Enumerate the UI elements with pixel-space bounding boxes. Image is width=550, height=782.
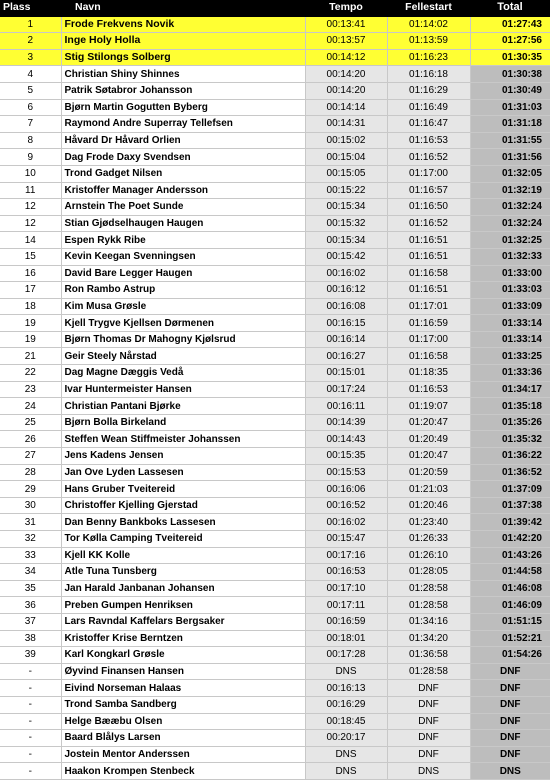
cell-plass: 36 <box>0 597 61 614</box>
cell-tempo: 00:15:04 <box>305 149 387 166</box>
table-row <box>0 597 550 614</box>
cell-navn: Dag Frode Daxy Svendsen <box>61 149 305 166</box>
cell-total: 01:42:20 <box>470 531 550 548</box>
cell-plass: - <box>0 680 61 697</box>
cell-total: 01:52:21 <box>470 630 550 647</box>
cell-plass: 18 <box>0 298 61 315</box>
table-row <box>0 398 550 415</box>
cell-fellestart: DNF <box>387 730 470 747</box>
cell-fellestart: 01:16:58 <box>387 265 470 282</box>
cell-total: DNS <box>470 763 550 780</box>
cell-fellestart: 01:26:10 <box>387 547 470 564</box>
table-row <box>0 149 550 166</box>
cell-fellestart: 01:16:29 <box>387 82 470 99</box>
cell-total: 01:27:43 <box>470 16 550 33</box>
cell-tempo: 00:15:47 <box>305 531 387 548</box>
cell-navn: Trond Samba Sandberg <box>61 696 305 713</box>
cell-navn: Jan Ove Lyden Lassesen <box>61 464 305 481</box>
cell-total: 01:35:26 <box>470 414 550 431</box>
cell-total: 01:35:32 <box>470 431 550 448</box>
cell-tempo: 00:15:22 <box>305 182 387 199</box>
table-row <box>0 82 550 99</box>
table-row <box>0 613 550 630</box>
cell-plass: 21 <box>0 348 61 365</box>
table-row <box>0 298 550 315</box>
cell-plass: - <box>0 730 61 747</box>
cell-fellestart: 01:34:20 <box>387 630 470 647</box>
cell-plass: 17 <box>0 282 61 299</box>
cell-total: 01:30:35 <box>470 49 550 66</box>
cell-plass: 12 <box>0 215 61 232</box>
cell-tempo: 00:14:39 <box>305 414 387 431</box>
cell-plass: 14 <box>0 232 61 249</box>
cell-total: 01:33:36 <box>470 365 550 382</box>
cell-navn: Helge Bææbu Olsen <box>61 713 305 730</box>
cell-plass: 26 <box>0 431 61 448</box>
cell-fellestart: 01:16:52 <box>387 215 470 232</box>
cell-navn: Arnstein The Poet Sunde <box>61 199 305 216</box>
cell-plass: 30 <box>0 497 61 514</box>
cell-plass: 16 <box>0 265 61 282</box>
cell-fellestart: 01:20:46 <box>387 497 470 514</box>
cell-tempo: 00:16:15 <box>305 315 387 332</box>
cell-plass: 34 <box>0 564 61 581</box>
cell-fellestart: 01:17:00 <box>387 331 470 348</box>
table-row <box>0 564 550 581</box>
cell-plass: 5 <box>0 82 61 99</box>
cell-fellestart: 01:16:47 <box>387 116 470 133</box>
cell-navn: Patrik Søtabror Johansson <box>61 82 305 99</box>
cell-navn: Håvard Dr Håvard Orlien <box>61 132 305 149</box>
table-row <box>0 99 550 116</box>
table-row <box>0 763 550 780</box>
cell-navn: Kristoffer Krise Berntzen <box>61 630 305 647</box>
cell-navn: Dag Magne Dæggis Vedå <box>61 365 305 382</box>
cell-tempo: 00:14:20 <box>305 82 387 99</box>
cell-total: 01:33:00 <box>470 265 550 282</box>
cell-tempo: DNS <box>305 663 387 680</box>
cell-plass: 1 <box>0 16 61 33</box>
cell-total: 01:51:15 <box>470 613 550 630</box>
cell-plass: 4 <box>0 66 61 83</box>
cell-navn: Dan Benny Bankboks Lassesen <box>61 514 305 531</box>
column-header-plass: Plass <box>0 0 61 16</box>
cell-total: 01:31:56 <box>470 149 550 166</box>
table-row <box>0 547 550 564</box>
cell-fellestart: DNF <box>387 746 470 763</box>
cell-tempo: 00:13:57 <box>305 33 387 50</box>
cell-navn: Kevin Keegan Svenningsen <box>61 248 305 265</box>
cell-fellestart: 01:28:58 <box>387 597 470 614</box>
cell-plass: 23 <box>0 381 61 398</box>
cell-tempo: 00:16:12 <box>305 282 387 299</box>
cell-fellestart: DNS <box>387 763 470 780</box>
cell-plass: 25 <box>0 414 61 431</box>
cell-navn: Kjell KK Kolle <box>61 547 305 564</box>
cell-plass: - <box>0 746 61 763</box>
table-row <box>0 580 550 597</box>
cell-navn: Kjell Trygve Kjellsen Dørmenen <box>61 315 305 332</box>
cell-plass: 7 <box>0 116 61 133</box>
cell-navn: Hans Gruber Tveitereid <box>61 481 305 498</box>
cell-plass: 35 <box>0 580 61 597</box>
cell-tempo: 00:16:02 <box>305 514 387 531</box>
cell-plass: 32 <box>0 531 61 548</box>
cell-total: 01:31:03 <box>470 99 550 116</box>
cell-tempo: 00:14:31 <box>305 116 387 133</box>
cell-total: 01:31:55 <box>470 132 550 149</box>
cell-fellestart: 01:34:16 <box>387 613 470 630</box>
cell-total: 01:37:38 <box>470 497 550 514</box>
cell-total: 01:46:09 <box>470 597 550 614</box>
cell-tempo: 00:15:42 <box>305 248 387 265</box>
table-row <box>0 232 550 249</box>
cell-navn: Atle Tuna Tunsberg <box>61 564 305 581</box>
cell-tempo: 00:17:28 <box>305 647 387 664</box>
cell-total: 01:27:56 <box>470 33 550 50</box>
cell-tempo: 00:15:01 <box>305 365 387 382</box>
cell-fellestart: 01:28:58 <box>387 663 470 680</box>
cell-navn: Christian Shiny Shinnes <box>61 66 305 83</box>
cell-tempo: 00:15:53 <box>305 464 387 481</box>
table-row <box>0 696 550 713</box>
cell-tempo: 00:14:12 <box>305 49 387 66</box>
cell-total: 01:43:26 <box>470 547 550 564</box>
cell-plass: 28 <box>0 464 61 481</box>
cell-total: DNF <box>470 730 550 747</box>
table-row <box>0 448 550 465</box>
cell-plass: 6 <box>0 99 61 116</box>
table-row <box>0 647 550 664</box>
cell-navn: Stian Gjødselhaugen Haugen <box>61 215 305 232</box>
cell-tempo: 00:17:11 <box>305 597 387 614</box>
table-row <box>0 730 550 747</box>
cell-plass: 19 <box>0 331 61 348</box>
cell-total: DNF <box>470 713 550 730</box>
cell-total: DNF <box>470 696 550 713</box>
table-row <box>0 49 550 66</box>
cell-total: 01:44:58 <box>470 564 550 581</box>
cell-total: 01:32:05 <box>470 165 550 182</box>
cell-total: DNF <box>470 663 550 680</box>
results-table-header <box>0 0 550 16</box>
cell-fellestart: 01:16:23 <box>387 49 470 66</box>
cell-plass: 12 <box>0 199 61 216</box>
cell-total: DNF <box>470 746 550 763</box>
cell-fellestart: 01:17:00 <box>387 165 470 182</box>
cell-fellestart: 01:16:53 <box>387 132 470 149</box>
cell-fellestart: 01:16:50 <box>387 199 470 216</box>
cell-tempo: 00:20:17 <box>305 730 387 747</box>
cell-total: 01:33:14 <box>470 315 550 332</box>
cell-navn: David Bare Legger Haugen <box>61 265 305 282</box>
cell-plass: - <box>0 713 61 730</box>
cell-navn: Frode Frekvens Novik <box>61 16 305 33</box>
cell-navn: Jan Harald Janbanan Johansen <box>61 580 305 597</box>
cell-total: 01:33:14 <box>470 331 550 348</box>
cell-navn: Ron Rambo Astrup <box>61 282 305 299</box>
table-row <box>0 33 550 50</box>
table-row <box>0 481 550 498</box>
cell-total: 01:36:22 <box>470 448 550 465</box>
cell-plass: 39 <box>0 647 61 664</box>
cell-tempo: 00:16:06 <box>305 481 387 498</box>
cell-navn: Christoffer Kjelling Gjerstad <box>61 497 305 514</box>
cell-total: 01:54:26 <box>470 647 550 664</box>
cell-fellestart: 01:21:03 <box>387 481 470 498</box>
table-row <box>0 348 550 365</box>
cell-fellestart: 01:16:52 <box>387 149 470 166</box>
table-row <box>0 713 550 730</box>
table-row <box>0 265 550 282</box>
cell-tempo: 00:14:20 <box>305 66 387 83</box>
cell-plass: 9 <box>0 149 61 166</box>
cell-tempo: DNS <box>305 746 387 763</box>
table-row <box>0 248 550 265</box>
cell-plass: - <box>0 763 61 780</box>
cell-total: 01:30:49 <box>470 82 550 99</box>
table-row <box>0 331 550 348</box>
cell-plass: 15 <box>0 248 61 265</box>
cell-plass: 27 <box>0 448 61 465</box>
cell-fellestart: 01:26:33 <box>387 531 470 548</box>
cell-navn: Christian Pantani Bjørke <box>61 398 305 415</box>
cell-fellestart: 01:16:51 <box>387 248 470 265</box>
header-row <box>0 0 550 16</box>
cell-fellestart: 01:28:05 <box>387 564 470 581</box>
cell-navn: Bjørn Martin Gogutten Byberg <box>61 99 305 116</box>
cell-fellestart: 01:18:35 <box>387 365 470 382</box>
cell-fellestart: DNF <box>387 696 470 713</box>
cell-fellestart: 01:14:02 <box>387 16 470 33</box>
cell-fellestart: 01:16:51 <box>387 232 470 249</box>
table-row <box>0 381 550 398</box>
cell-fellestart: 01:20:47 <box>387 448 470 465</box>
cell-navn: Ivar Huntermeister Hansen <box>61 381 305 398</box>
cell-navn: Bjørn Bolla Birkeland <box>61 414 305 431</box>
cell-total: 01:32:24 <box>470 215 550 232</box>
cell-plass: 31 <box>0 514 61 531</box>
cell-total: 01:33:25 <box>470 348 550 365</box>
table-row <box>0 464 550 481</box>
cell-plass: 24 <box>0 398 61 415</box>
cell-plass: - <box>0 663 61 680</box>
table-row <box>0 282 550 299</box>
table-row <box>0 431 550 448</box>
cell-plass: 11 <box>0 182 61 199</box>
cell-plass: 37 <box>0 613 61 630</box>
cell-total: 01:31:18 <box>470 116 550 133</box>
cell-tempo: 00:16:29 <box>305 696 387 713</box>
cell-tempo: 00:15:32 <box>305 215 387 232</box>
cell-tempo: 00:17:16 <box>305 547 387 564</box>
cell-navn: Bjørn Thomas Dr Mahogny Kjølsrud <box>61 331 305 348</box>
cell-total: 01:33:03 <box>470 282 550 299</box>
table-row <box>0 215 550 232</box>
cell-navn: Trond Gadget Nilsen <box>61 165 305 182</box>
cell-navn: Eivind Norseman Halaas <box>61 680 305 697</box>
cell-navn: Stig Stilongs Solberg <box>61 49 305 66</box>
cell-plass: 10 <box>0 165 61 182</box>
cell-fellestart: 01:17:01 <box>387 298 470 315</box>
cell-fellestart: 01:20:49 <box>387 431 470 448</box>
table-row <box>0 116 550 133</box>
cell-plass: 3 <box>0 49 61 66</box>
cell-tempo: 00:16:11 <box>305 398 387 415</box>
column-header-total: Total <box>470 0 550 16</box>
cell-tempo: 00:14:43 <box>305 431 387 448</box>
table-row <box>0 497 550 514</box>
cell-tempo: 00:15:35 <box>305 448 387 465</box>
cell-total: 01:32:33 <box>470 248 550 265</box>
cell-fellestart: 01:19:07 <box>387 398 470 415</box>
table-row <box>0 414 550 431</box>
cell-navn: Kristoffer Manager Andersson <box>61 182 305 199</box>
cell-total: DNF <box>470 680 550 697</box>
cell-fellestart: 01:23:40 <box>387 514 470 531</box>
cell-fellestart: 01:16:57 <box>387 182 470 199</box>
table-row <box>0 663 550 680</box>
cell-navn: Jens Kadens Jensen <box>61 448 305 465</box>
cell-fellestart: DNF <box>387 680 470 697</box>
cell-total: 01:34:17 <box>470 381 550 398</box>
cell-plass: 38 <box>0 630 61 647</box>
cell-fellestart: 01:16:58 <box>387 348 470 365</box>
cell-tempo: 00:14:14 <box>305 99 387 116</box>
cell-plass: 2 <box>0 33 61 50</box>
cell-plass: - <box>0 696 61 713</box>
cell-tempo: 00:15:34 <box>305 232 387 249</box>
cell-navn: Jostein Mentor Anderssen <box>61 746 305 763</box>
cell-tempo: 00:13:41 <box>305 16 387 33</box>
cell-tempo: 00:15:02 <box>305 132 387 149</box>
cell-total: 01:32:19 <box>470 182 550 199</box>
cell-navn: Raymond Andre Superray Tellefsen <box>61 116 305 133</box>
cell-plass: 22 <box>0 365 61 382</box>
table-row <box>0 165 550 182</box>
table-row <box>0 199 550 216</box>
cell-total: 01:32:25 <box>470 232 550 249</box>
cell-tempo: 00:16:14 <box>305 331 387 348</box>
cell-plass: 19 <box>0 315 61 332</box>
cell-fellestart: 01:16:49 <box>387 99 470 116</box>
cell-tempo: 00:16:52 <box>305 497 387 514</box>
cell-plass: 8 <box>0 132 61 149</box>
column-header-navn: Navn <box>61 0 305 16</box>
cell-tempo: 00:15:05 <box>305 165 387 182</box>
table-row <box>0 531 550 548</box>
column-header-tempo: Tempo <box>305 0 387 16</box>
cell-total: 01:32:24 <box>470 199 550 216</box>
table-row <box>0 66 550 83</box>
cell-navn: Steffen Wean Stiffmeister Johanssen <box>61 431 305 448</box>
cell-navn: Haakon Krompen Stenbeck <box>61 763 305 780</box>
table-row <box>0 680 550 697</box>
table-row <box>0 16 550 33</box>
cell-navn: Øyvind Finansen Hansen <box>61 663 305 680</box>
cell-fellestart: 01:16:59 <box>387 315 470 332</box>
cell-fellestart: 01:20:59 <box>387 464 470 481</box>
cell-navn: Karl Kongkarl Grøsle <box>61 647 305 664</box>
cell-navn: Kim Musa Grøsle <box>61 298 305 315</box>
cell-navn: Inge Holy Holla <box>61 33 305 50</box>
cell-fellestart: 01:13:59 <box>387 33 470 50</box>
table-row <box>0 365 550 382</box>
cell-tempo: 00:16:27 <box>305 348 387 365</box>
cell-tempo: 00:17:24 <box>305 381 387 398</box>
cell-plass: 33 <box>0 547 61 564</box>
cell-tempo: 00:16:13 <box>305 680 387 697</box>
table-row <box>0 132 550 149</box>
cell-tempo: 00:18:45 <box>305 713 387 730</box>
cell-total: 01:30:38 <box>470 66 550 83</box>
table-row <box>0 514 550 531</box>
cell-fellestart: 01:36:58 <box>387 647 470 664</box>
table-row <box>0 746 550 763</box>
cell-tempo: 00:16:53 <box>305 564 387 581</box>
table-row <box>0 315 550 332</box>
cell-navn: Geir Steely Nårstad <box>61 348 305 365</box>
cell-tempo: DNS <box>305 763 387 780</box>
results-table-body <box>0 16 550 779</box>
cell-navn: Baard Blålys Larsen <box>61 730 305 747</box>
cell-total: 01:46:08 <box>470 580 550 597</box>
column-header-fellestart: Fellestart <box>387 0 470 16</box>
cell-fellestart: 01:16:18 <box>387 66 470 83</box>
cell-tempo: 00:16:02 <box>305 265 387 282</box>
cell-fellestart: 01:28:58 <box>387 580 470 597</box>
cell-fellestart: DNF <box>387 713 470 730</box>
cell-fellestart: 01:16:51 <box>387 282 470 299</box>
cell-navn: Preben Gumpen Henriksen <box>61 597 305 614</box>
cell-navn: Lars Ravndal Kaffelars Bergsaker <box>61 613 305 630</box>
table-row <box>0 182 550 199</box>
cell-navn: Tor Kølla Camping Tveitereid <box>61 531 305 548</box>
cell-tempo: 00:18:01 <box>305 630 387 647</box>
cell-total: 01:35:18 <box>470 398 550 415</box>
cell-plass: 29 <box>0 481 61 498</box>
cell-total: 01:39:42 <box>470 514 550 531</box>
cell-fellestart: 01:16:53 <box>387 381 470 398</box>
cell-total: 01:33:09 <box>470 298 550 315</box>
cell-fellestart: 01:20:47 <box>387 414 470 431</box>
cell-total: 01:37:09 <box>470 481 550 498</box>
table-row <box>0 630 550 647</box>
cell-total: 01:36:52 <box>470 464 550 481</box>
cell-navn: Espen Rykk Ribe <box>61 232 305 249</box>
cell-tempo: 00:16:08 <box>305 298 387 315</box>
cell-tempo: 00:16:59 <box>305 613 387 630</box>
cell-tempo: 00:15:34 <box>305 199 387 216</box>
cell-tempo: 00:17:10 <box>305 580 387 597</box>
